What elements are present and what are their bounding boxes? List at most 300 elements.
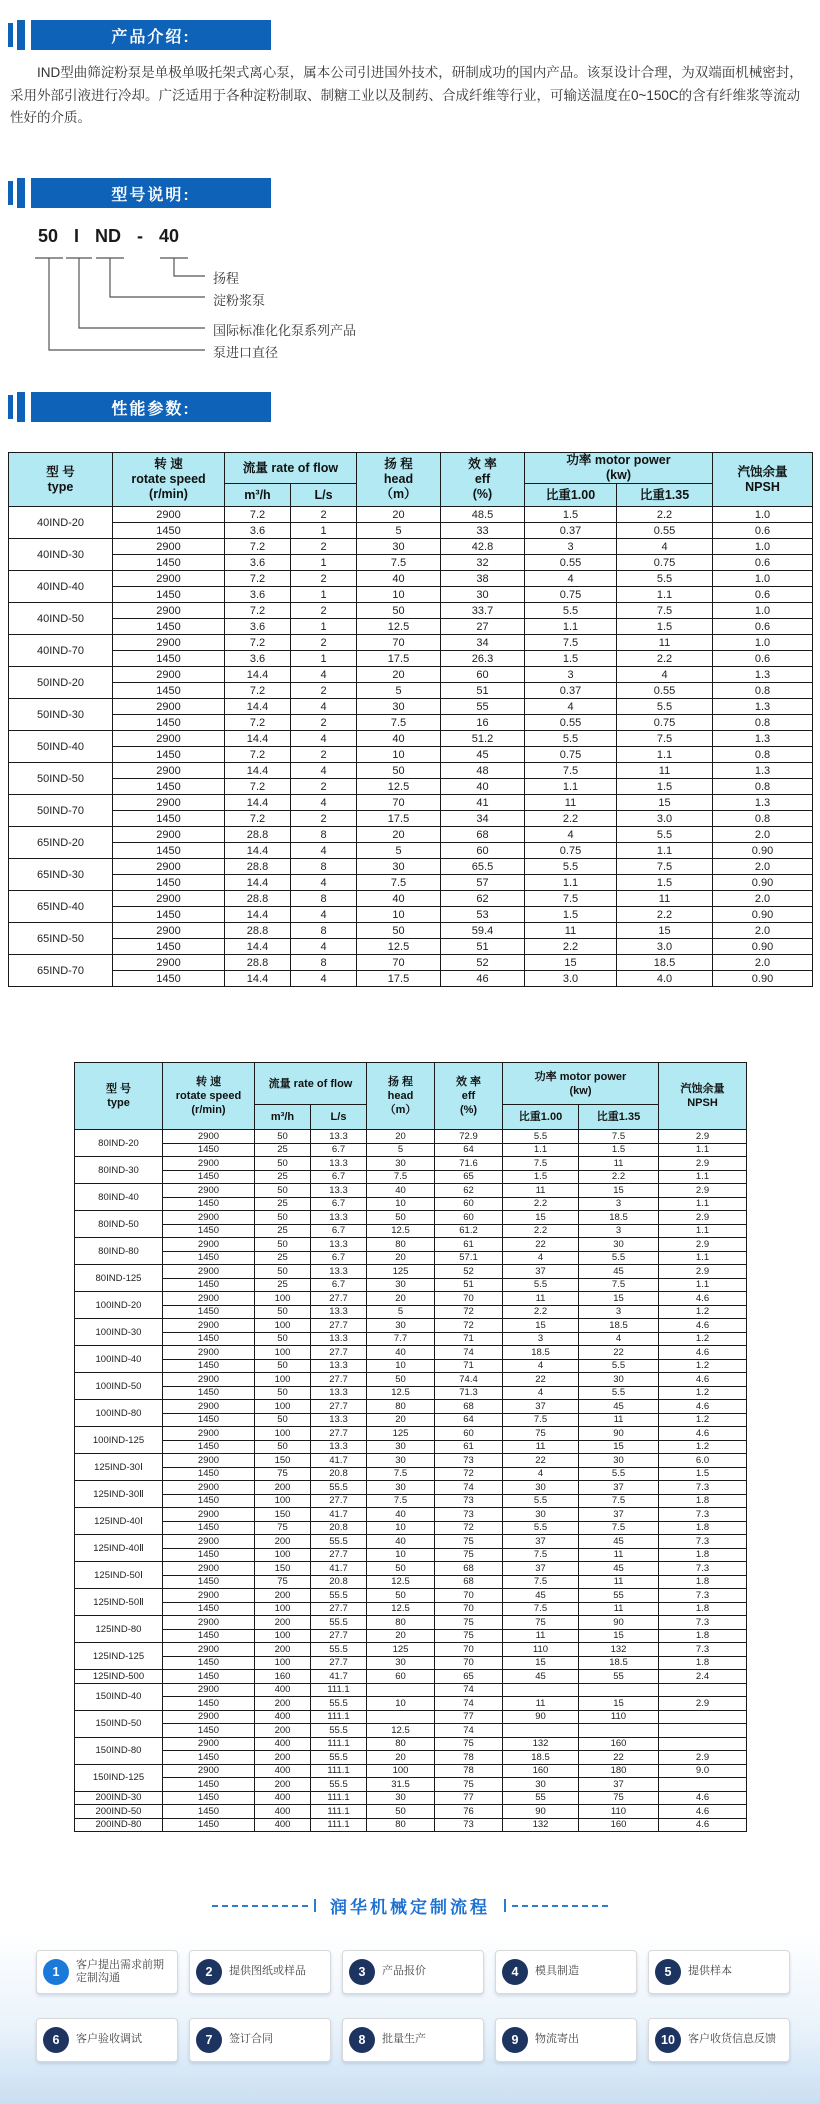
section-marker-icon xyxy=(17,392,25,422)
table-cell: 3.6 xyxy=(225,651,291,667)
table-cell: 13.3 xyxy=(311,1130,367,1144)
table-cell: 18.5 xyxy=(503,1346,579,1360)
table-cell: 8 xyxy=(291,891,357,907)
table-cell: 160 xyxy=(255,1670,311,1684)
process-step-card xyxy=(648,2018,790,2062)
table-cell: 15 xyxy=(503,1211,579,1225)
table-cell: 11 xyxy=(579,1157,659,1171)
table-cell: 15 xyxy=(617,795,713,811)
table-cell: 4 xyxy=(291,667,357,683)
table-cell: 27.7 xyxy=(311,1602,367,1616)
table-cell: 3 xyxy=(579,1197,659,1211)
table-cell: 0.90 xyxy=(713,875,813,891)
model-type-cell: 200IND-80 xyxy=(75,1818,163,1832)
model-type-cell: 100IND-40 xyxy=(75,1346,163,1373)
table-header-cell: 汽蚀余量 NPSH xyxy=(713,453,813,507)
section-header-params xyxy=(8,392,271,422)
table-cell: 10 xyxy=(367,1697,435,1711)
step-label: 客户验收调试 xyxy=(76,2033,142,2046)
table-cell: 16 xyxy=(441,715,525,731)
table-cell: 33 xyxy=(441,523,525,539)
table-cell: 28.8 xyxy=(225,827,291,843)
table-cell: 4.6 xyxy=(659,1791,747,1805)
table-cell: 75 xyxy=(255,1467,311,1481)
table-row xyxy=(75,1629,747,1643)
table-cell: 4 xyxy=(617,667,713,683)
table-cell: 100 xyxy=(255,1656,311,1670)
table-cell: 7.2 xyxy=(225,635,291,651)
table-cell: 37 xyxy=(579,1481,659,1495)
table-cell: 1.2 xyxy=(659,1332,747,1346)
table-cell: 0.6 xyxy=(713,523,813,539)
table-row xyxy=(75,1440,747,1454)
table-cell: 1.2 xyxy=(659,1305,747,1319)
table-cell: 1.1 xyxy=(617,843,713,859)
model-type-cell: 80IND-20 xyxy=(75,1130,163,1157)
table-cell: 30 xyxy=(367,1656,435,1670)
table-cell: 40 xyxy=(441,779,525,795)
table-cell: 11 xyxy=(503,1697,579,1711)
model-type-cell: 50IND-20 xyxy=(9,667,113,699)
table-cell: 5 xyxy=(357,523,441,539)
table-cell: 1 xyxy=(291,587,357,603)
table-row xyxy=(9,859,813,875)
table-cell: 4 xyxy=(579,1332,659,1346)
table-cell: 2900 xyxy=(163,1130,255,1144)
table-row xyxy=(75,1251,747,1265)
table-cell: 27.7 xyxy=(311,1629,367,1643)
table-cell: 3.6 xyxy=(225,555,291,571)
table-cell: 55 xyxy=(503,1791,579,1805)
table-cell: 1.1 xyxy=(525,619,617,635)
table-cell: 2900 xyxy=(163,1589,255,1603)
table-cell: 2900 xyxy=(163,1764,255,1778)
model-type-cell: 65IND-70 xyxy=(9,955,113,987)
table-cell: 1450 xyxy=(163,1224,255,1238)
table-cell: 27.7 xyxy=(311,1548,367,1562)
table-cell: 2900 xyxy=(163,1400,255,1414)
table-cell: 1.1 xyxy=(659,1278,747,1292)
table-cell: 2900 xyxy=(113,891,225,907)
table-cell: 30 xyxy=(503,1508,579,1522)
table-cell: 25 xyxy=(255,1251,311,1265)
table-cell: 11 xyxy=(525,923,617,939)
table-cell: 22 xyxy=(503,1238,579,1252)
table-cell: 45 xyxy=(579,1562,659,1576)
model-type-cell: 125IND-80 xyxy=(75,1616,163,1643)
table-cell: 34 xyxy=(441,811,525,827)
table-cell: 61 xyxy=(435,1238,503,1252)
table-row xyxy=(75,1697,747,1711)
table-cell: 26.3 xyxy=(441,651,525,667)
table-cell: 70 xyxy=(435,1643,503,1657)
table-cell: 51 xyxy=(435,1278,503,1292)
table-cell: 1.3 xyxy=(713,795,813,811)
table-row xyxy=(75,1643,747,1657)
table-row xyxy=(75,1238,747,1252)
table-cell: 200 xyxy=(255,1643,311,1657)
table-cell: 75 xyxy=(579,1791,659,1805)
table-row xyxy=(9,795,813,811)
table-cell: 1.5 xyxy=(617,875,713,891)
model-type-cell: 65IND-40 xyxy=(9,891,113,923)
table-cell: 2.2 xyxy=(503,1197,579,1211)
table-cell: 11 xyxy=(525,795,617,811)
table-cell: 80 xyxy=(367,1238,435,1252)
table-cell: 3.0 xyxy=(617,811,713,827)
table-cell: 14.4 xyxy=(225,731,291,747)
table-cell: 65 xyxy=(435,1170,503,1184)
table-cell: 2.2 xyxy=(525,939,617,955)
table-cell: 30 xyxy=(367,1440,435,1454)
performance-table xyxy=(74,1062,747,1832)
table-cell: 1.8 xyxy=(659,1629,747,1643)
table-cell: 14.4 xyxy=(225,667,291,683)
table-cell: 41.7 xyxy=(311,1670,367,1684)
table-cell: 2 xyxy=(291,539,357,555)
table-cell: 13.3 xyxy=(311,1359,367,1373)
table-cell: 7.2 xyxy=(225,507,291,523)
table-cell: 1450 xyxy=(113,811,225,827)
table-cell: 200 xyxy=(255,1481,311,1495)
table-cell: 10 xyxy=(367,1521,435,1535)
table-cell: 30 xyxy=(357,699,441,715)
table-cell: 31.5 xyxy=(367,1778,435,1792)
table-cell: 15 xyxy=(503,1319,579,1333)
table-cell: 74 xyxy=(435,1724,503,1738)
table-cell: 111.1 xyxy=(311,1710,367,1724)
table-cell: 200 xyxy=(255,1589,311,1603)
table-cell: 30 xyxy=(357,539,441,555)
model-type-cell: 65IND-30 xyxy=(9,859,113,891)
table-cell: 71.3 xyxy=(435,1386,503,1400)
table-cell: 4 xyxy=(291,763,357,779)
table-cell: 1450 xyxy=(163,1170,255,1184)
table-cell: 5.5 xyxy=(617,699,713,715)
model-type-cell: 200IND-30 xyxy=(75,1791,163,1805)
table-cell: 1.1 xyxy=(503,1143,579,1157)
table-cell: 13.3 xyxy=(311,1211,367,1225)
table-cell: 3.6 xyxy=(225,523,291,539)
table-cell: 0.75 xyxy=(525,587,617,603)
table-row xyxy=(75,1413,747,1427)
model-type-cell: 100IND-30 xyxy=(75,1319,163,1346)
table-cell: 50 xyxy=(367,1805,435,1819)
table-cell: 18.5 xyxy=(579,1656,659,1670)
table-cell: 1.1 xyxy=(659,1224,747,1238)
table-cell: 27.7 xyxy=(311,1319,367,1333)
table-row xyxy=(9,843,813,859)
table-cell: 50 xyxy=(255,1157,311,1171)
table-cell: 55 xyxy=(579,1670,659,1684)
table-cell: 32 xyxy=(441,555,525,571)
table-cell: 1450 xyxy=(163,1494,255,1508)
table-cell: 1450 xyxy=(113,619,225,635)
table-cell: 46 xyxy=(441,971,525,987)
table-cell: 30 xyxy=(579,1454,659,1468)
model-type-cell: 100IND-20 xyxy=(75,1292,163,1319)
table-cell: 1.1 xyxy=(659,1197,747,1211)
process-steps-row-1 xyxy=(36,1950,790,1994)
table-cell: 2900 xyxy=(113,699,225,715)
table-cell: 100 xyxy=(255,1427,311,1441)
table-cell: 72 xyxy=(435,1467,503,1481)
step-label: 产品报价 xyxy=(382,1965,426,1978)
table-cell: 0.8 xyxy=(713,747,813,763)
table-cell: 4.6 xyxy=(659,1400,747,1414)
table-cell: 11 xyxy=(579,1602,659,1616)
step-number-badge: 1 xyxy=(43,1959,69,1985)
table-cell: 2900 xyxy=(163,1211,255,1225)
table-cell: 100 xyxy=(255,1319,311,1333)
table-cell: 7.3 xyxy=(659,1589,747,1603)
table-cell: 74 xyxy=(435,1481,503,1495)
table-cell: 100 xyxy=(255,1373,311,1387)
table-cell: 61.2 xyxy=(435,1224,503,1238)
table-cell: 5 xyxy=(367,1305,435,1319)
table-cell xyxy=(503,1724,579,1738)
model-type-cell: 50IND-70 xyxy=(9,795,113,827)
table-cell: 20 xyxy=(357,507,441,523)
table-cell: 50 xyxy=(255,1130,311,1144)
section-marker-icon xyxy=(17,178,25,208)
table-cell: 55.5 xyxy=(311,1589,367,1603)
table-cell: 7.2 xyxy=(225,683,291,699)
table-cell: 75 xyxy=(255,1575,311,1589)
table-cell: 5.5 xyxy=(579,1359,659,1373)
table-row xyxy=(9,891,813,907)
table-cell: 14.4 xyxy=(225,875,291,891)
table-cell: 5.5 xyxy=(525,603,617,619)
table-cell: 65 xyxy=(435,1670,503,1684)
table-cell: 2900 xyxy=(163,1454,255,1468)
table-cell: 37 xyxy=(503,1535,579,1549)
process-step-card xyxy=(189,1950,331,1994)
table-cell: 15 xyxy=(579,1292,659,1306)
table-cell: 1.8 xyxy=(659,1521,747,1535)
table-cell: 4 xyxy=(291,971,357,987)
table-cell: 12.5 xyxy=(357,619,441,635)
table-cell: 100 xyxy=(255,1602,311,1616)
step-label: 提供样本 xyxy=(688,1965,732,1978)
table-cell: 7.5 xyxy=(367,1494,435,1508)
table-cell: 2900 xyxy=(113,763,225,779)
table-cell: 1450 xyxy=(113,843,225,859)
table-cell: 60 xyxy=(435,1197,503,1211)
table-row xyxy=(75,1562,747,1576)
table-header-cell: 比重1.35 xyxy=(617,484,713,507)
table-cell: 3 xyxy=(503,1332,579,1346)
model-type-cell: 40IND-50 xyxy=(9,603,113,635)
table-row xyxy=(75,1454,747,1468)
table-cell: 7.5 xyxy=(367,1467,435,1481)
model-part-label: 国际标准化化泵系列产品 xyxy=(213,323,357,338)
table-cell: 5.5 xyxy=(503,1494,579,1508)
table-row xyxy=(9,747,813,763)
table-cell: 6.7 xyxy=(311,1170,367,1184)
table-cell: 2900 xyxy=(113,667,225,683)
table-cell: 7.5 xyxy=(579,1494,659,1508)
table-cell: 1.1 xyxy=(617,747,713,763)
table-cell: 111.1 xyxy=(311,1683,367,1697)
table-cell: 15 xyxy=(503,1656,579,1670)
table-cell: 50 xyxy=(255,1332,311,1346)
table-cell: 71.6 xyxy=(435,1157,503,1171)
table-cell: 2900 xyxy=(113,859,225,875)
table-cell: 75 xyxy=(255,1521,311,1535)
table-cell: 5.5 xyxy=(525,731,617,747)
table-cell: 53 xyxy=(441,907,525,923)
table-cell: 1450 xyxy=(163,1251,255,1265)
table-cell: 74.4 xyxy=(435,1373,503,1387)
table-cell: 71 xyxy=(435,1359,503,1373)
table-cell: 2.0 xyxy=(713,923,813,939)
table-cell: 7.3 xyxy=(659,1535,747,1549)
table-cell: 0.75 xyxy=(525,747,617,763)
table-cell: 42.8 xyxy=(441,539,525,555)
model-code-token: 40 xyxy=(159,226,180,246)
table-header-cell: 转 速 rotate speed (r/min) xyxy=(163,1063,255,1130)
table-row xyxy=(9,683,813,699)
table-row xyxy=(9,731,813,747)
model-type-cell: 80IND-50 xyxy=(75,1211,163,1238)
table-cell: 7.5 xyxy=(579,1130,659,1144)
table-cell: 1 xyxy=(291,555,357,571)
process-title: 润华机械定制流程 xyxy=(330,1898,490,1917)
process-step-card xyxy=(495,1950,637,1994)
table-cell: 7.5 xyxy=(503,1413,579,1427)
table-cell: 72 xyxy=(435,1521,503,1535)
table-cell: 55.5 xyxy=(311,1643,367,1657)
step-number-badge: 6 xyxy=(43,2027,69,2053)
table-cell: 4 xyxy=(291,939,357,955)
table-cell: 3 xyxy=(579,1224,659,1238)
table-cell: 1.1 xyxy=(659,1143,747,1157)
table-cell: 90 xyxy=(503,1805,579,1819)
table-cell: 14.4 xyxy=(225,939,291,955)
table-cell: 76 xyxy=(435,1805,503,1819)
table-cell: 22 xyxy=(579,1346,659,1360)
table-cell: 37 xyxy=(503,1400,579,1414)
table-row xyxy=(75,1751,747,1765)
table-cell: 71 xyxy=(435,1332,503,1346)
table-cell: 1450 xyxy=(113,747,225,763)
table-cell: 5.5 xyxy=(579,1467,659,1481)
table-cell: 55.5 xyxy=(311,1751,367,1765)
table-row xyxy=(75,1494,747,1508)
table-cell: 74 xyxy=(435,1697,503,1711)
table-cell: 2.9 xyxy=(659,1238,747,1252)
table-cell: 0.8 xyxy=(713,715,813,731)
table-cell: 2900 xyxy=(163,1616,255,1630)
table-cell: 13.3 xyxy=(311,1386,367,1400)
table-cell: 2900 xyxy=(163,1481,255,1495)
table-cell: 100 xyxy=(255,1548,311,1562)
table-row xyxy=(9,827,813,843)
table-row xyxy=(75,1818,747,1832)
table-cell: 200 xyxy=(255,1724,311,1738)
model-type-cell: 40IND-70 xyxy=(9,635,113,667)
table-cell: 111.1 xyxy=(311,1791,367,1805)
table-cell: 1450 xyxy=(113,907,225,923)
table-cell: 400 xyxy=(255,1791,311,1805)
table-cell: 1450 xyxy=(163,1656,255,1670)
table-cell: 34 xyxy=(441,635,525,651)
table-cell: 6.7 xyxy=(311,1224,367,1238)
step-number-badge: 9 xyxy=(502,2027,528,2053)
section-marker-icon xyxy=(8,23,13,47)
table-cell: 160 xyxy=(579,1737,659,1751)
table-cell: 1450 xyxy=(113,971,225,987)
section-marker-icon xyxy=(8,395,13,419)
table-header-cell: 转 速 rotate speed (r/min) xyxy=(113,453,225,507)
table-cell xyxy=(659,1710,747,1724)
table-cell: 12.5 xyxy=(357,779,441,795)
table-cell: 1450 xyxy=(163,1697,255,1711)
table-cell: 0.55 xyxy=(617,523,713,539)
table-cell: 2 xyxy=(291,747,357,763)
table-cell: 7.5 xyxy=(367,1170,435,1184)
table-cell: 74 xyxy=(435,1683,503,1697)
table-cell: 8 xyxy=(291,859,357,875)
table-cell: 7.2 xyxy=(225,779,291,795)
table-cell: 11 xyxy=(617,891,713,907)
table-cell: 0.55 xyxy=(617,683,713,699)
table-cell: 2.0 xyxy=(713,955,813,971)
table-cell: 7.5 xyxy=(503,1548,579,1562)
table-row xyxy=(75,1346,747,1360)
table-cell: 160 xyxy=(503,1764,579,1778)
table-cell: 2900 xyxy=(113,635,225,651)
table-cell: 70 xyxy=(435,1602,503,1616)
model-type-cell: 50IND-40 xyxy=(9,731,113,763)
table-cell: 1.5 xyxy=(579,1143,659,1157)
table-cell: 6.7 xyxy=(311,1278,367,1292)
table-cell: 48 xyxy=(441,763,525,779)
table-cell: 0.37 xyxy=(525,523,617,539)
table-cell: 0.8 xyxy=(713,811,813,827)
table-cell: 51 xyxy=(441,683,525,699)
table-cell: 1.0 xyxy=(713,571,813,587)
table-cell: 75 xyxy=(435,1629,503,1643)
table-cell: 51 xyxy=(441,939,525,955)
table-cell: 60 xyxy=(435,1427,503,1441)
table-cell: 20.8 xyxy=(311,1575,367,1589)
table-cell: 20.8 xyxy=(311,1467,367,1481)
table-cell: 41.7 xyxy=(311,1454,367,1468)
model-code-token: - xyxy=(137,226,144,246)
table-cell: 90 xyxy=(579,1616,659,1630)
table-cell: 90 xyxy=(579,1427,659,1441)
table-cell: 2900 xyxy=(163,1737,255,1751)
table-cell: 20 xyxy=(367,1751,435,1765)
table-cell: 5.5 xyxy=(617,827,713,843)
table-cell: 3 xyxy=(525,667,617,683)
table-cell: 37 xyxy=(579,1778,659,1792)
step-number-badge: 2 xyxy=(196,1959,222,1985)
table-cell: 27.7 xyxy=(311,1656,367,1670)
table-cell: 1.5 xyxy=(659,1467,747,1481)
model-part-label: 扬程 xyxy=(213,271,240,286)
table-cell: 3.6 xyxy=(225,619,291,635)
table-cell: 1450 xyxy=(163,1143,255,1157)
table-cell: 7.5 xyxy=(617,731,713,747)
table-cell: 62 xyxy=(435,1184,503,1198)
table-cell: 2900 xyxy=(163,1292,255,1306)
step-label: 物流寄出 xyxy=(535,2033,579,2046)
table-cell xyxy=(579,1683,659,1697)
table-cell: 62 xyxy=(441,891,525,907)
